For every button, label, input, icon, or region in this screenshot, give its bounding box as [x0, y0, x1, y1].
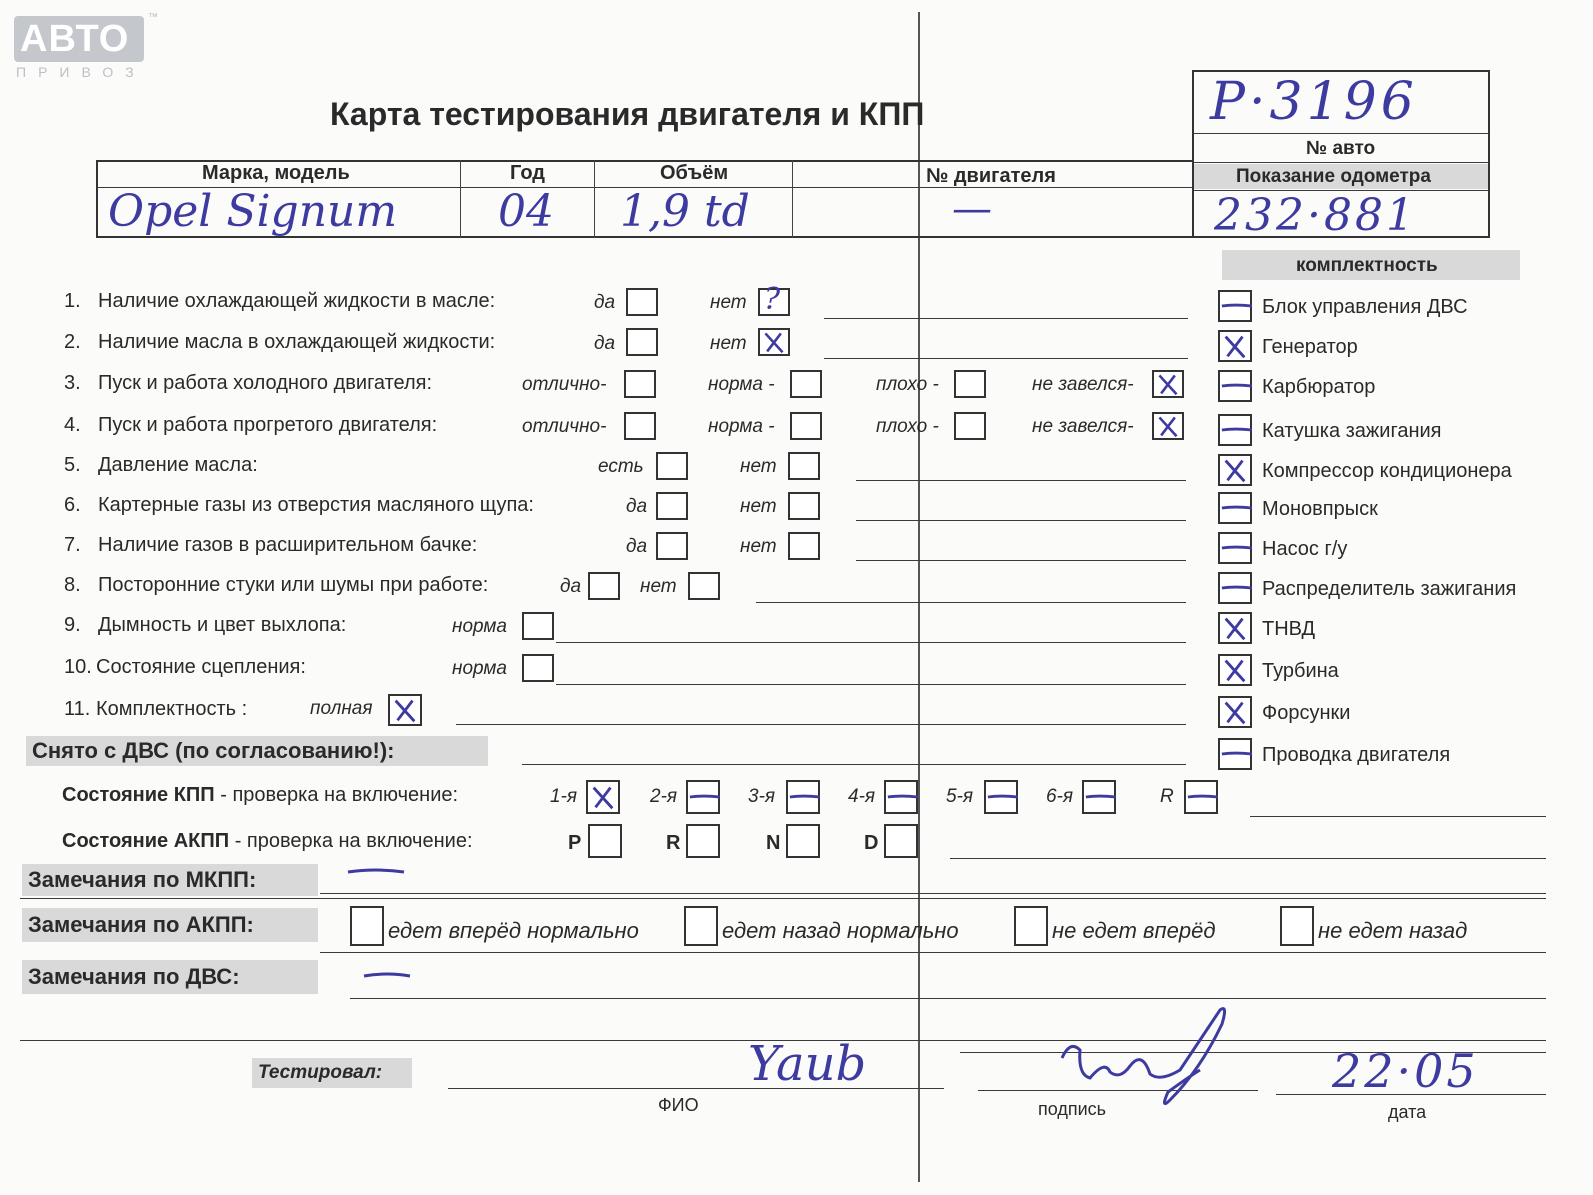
col-year: Год — [510, 162, 545, 184]
q2-net-checkbox[interactable] — [758, 328, 790, 356]
question-text: Картерные газы из отверстия масляного щупа: — [98, 494, 534, 516]
opt-norm: норма - — [708, 374, 775, 395]
kpp-gear-label: R — [1160, 786, 1174, 807]
question-num: 3. — [64, 372, 81, 394]
question-num: 5. — [64, 454, 81, 476]
kompl-checkbox-4[interactable] — [1218, 414, 1252, 446]
value-year: 04 — [498, 186, 554, 237]
date-value: 22·05 — [1332, 1044, 1479, 1098]
question-num: 6. — [64, 494, 81, 516]
kompl-checkbox-10[interactable] — [1218, 654, 1252, 686]
kompl-item-label: Форсунки — [1262, 702, 1351, 724]
question-num: 7. — [64, 534, 81, 556]
akpp-remark-label: едет вперёд нормально — [388, 918, 639, 943]
question-text: Наличие охлаждающей жидкости в масле: — [98, 290, 496, 312]
question-text: Давление масла: — [98, 454, 258, 476]
akpp-remark-checkbox-1[interactable] — [350, 906, 384, 946]
removed-label: Снято с ДВС (по согласованию!): — [32, 738, 395, 763]
answer-line — [556, 684, 1186, 685]
q1-da-checkbox[interactable] — [626, 288, 658, 316]
answer-line — [824, 318, 1188, 319]
question-text: Состояние сцепления: — [96, 656, 306, 678]
kompl-item-label: Компрессор кондиционера — [1262, 460, 1512, 482]
col-make: Марка, модель — [202, 162, 350, 184]
kpp-gear-label: 4-я — [848, 786, 876, 807]
akpp-gear-checkbox-1[interactable] — [588, 824, 622, 858]
kompl-checkbox-9[interactable] — [1218, 612, 1252, 644]
akpp-gear-checkbox-4[interactable] — [884, 824, 918, 858]
opt-full: полная — [310, 698, 373, 719]
kpp-gear-label: 3-я — [748, 786, 776, 807]
remarks-akpp: Замечания по АКПП: — [28, 912, 254, 937]
logo-text: АВТО — [20, 18, 130, 60]
q3-bad-checkbox[interactable] — [954, 370, 986, 398]
car-id-label: № авто — [1306, 138, 1376, 159]
opt-da: да — [560, 576, 582, 597]
opt-net: нет — [740, 456, 777, 477]
fio-label: ФИО — [658, 1095, 699, 1115]
opt-est: есть — [598, 456, 644, 477]
kompl-item-label: ТНВД — [1262, 618, 1316, 640]
kompl-item-label: Моновпрыск — [1262, 498, 1378, 520]
question-num: 8. — [64, 574, 81, 596]
handwritten-dash-icon — [362, 970, 412, 982]
value-make: Opel Signum — [108, 186, 398, 237]
kpp-gear-label: 1-я — [550, 786, 578, 807]
fio-value: Yaub — [748, 1036, 867, 1092]
opt-norma: норма — [452, 658, 507, 679]
page-title: Карта тестирования двигателя и КПП — [330, 96, 925, 132]
kompl-item-label: Блок управления ДВС — [1262, 296, 1468, 318]
opt-excellent: отлично- — [522, 374, 607, 395]
opt-norm: норма - — [708, 416, 775, 437]
question-num: 4. — [64, 414, 81, 436]
q3-excellent-checkbox[interactable] — [624, 370, 656, 398]
logo-subtitle: ПРИВОЗ — [16, 64, 146, 80]
logo-tm: ™ — [148, 12, 158, 23]
kpp-gear-checkbox-4[interactable] — [884, 780, 918, 814]
answer-line — [856, 560, 1186, 561]
akpp-remark-label: не едет вперёд — [1052, 918, 1216, 943]
opt-excellent: отлично- — [522, 416, 607, 437]
handwritten-dash-icon — [346, 866, 406, 878]
question-text: Наличие масла в охлаждающей жидкости: — [98, 331, 496, 353]
q3-nostart-checkbox[interactable] — [1152, 370, 1184, 398]
kpp-gear-checkbox-3[interactable] — [786, 780, 820, 814]
answer-line — [456, 724, 1186, 725]
akpp-gear-label: N — [766, 832, 781, 854]
value-engine: — — [952, 186, 992, 232]
question-num: 2. — [64, 331, 81, 353]
opt-net: нет — [710, 333, 747, 354]
question-text: Пуск и работа прогретого двигателя: — [98, 414, 438, 436]
q8-da-checkbox[interactable] — [588, 572, 620, 600]
q2-da-checkbox[interactable] — [626, 328, 658, 356]
kpp-gear-checkbox-2[interactable] — [686, 780, 720, 814]
question-text: Посторонние стуки или шумы при работе: — [98, 574, 489, 596]
kpp-label: Состояние КПП - проверка на включение: — [62, 784, 459, 806]
question-mark-icon: ? — [764, 282, 781, 317]
kompl-item-label: Проводка двигателя — [1262, 744, 1451, 766]
question-num: 11. — [64, 698, 91, 720]
kompl-checkbox-2[interactable] — [1218, 330, 1252, 362]
akpp-gear-checkbox-2[interactable] — [686, 824, 720, 858]
remarks-mkpp: Замечания по МКПП: — [28, 867, 257, 892]
answer-line — [856, 480, 1186, 481]
opt-net: нет — [710, 292, 747, 313]
q1-net-checkbox[interactable] — [758, 282, 790, 317]
tested-label: Тестировал: — [258, 1062, 383, 1083]
logo — [14, 12, 158, 80]
q4-excellent-checkbox[interactable] — [624, 412, 656, 440]
akpp-remark-checkbox-3[interactable] — [1014, 906, 1048, 946]
opt-norma: норма — [452, 616, 507, 637]
answer-line — [856, 520, 1186, 521]
question-num: 1. — [64, 290, 81, 312]
q10-norma-checkbox[interactable] — [522, 654, 554, 682]
kompl-item-label: Генератор — [1262, 336, 1358, 358]
opt-bad: плохо - — [876, 416, 939, 437]
kompl-checkbox-8[interactable] — [1218, 572, 1252, 604]
question-text: Дымность и цвет выхлопа: — [98, 614, 347, 636]
question-text: Наличие газов в расширительном бачке: — [98, 534, 478, 556]
akpp-gear-label: R — [666, 832, 681, 854]
opt-nostart: не завелся- — [1032, 374, 1134, 395]
q4-nostart-checkbox[interactable] — [1152, 412, 1184, 440]
kompl-item-label: Карбюратор — [1262, 376, 1376, 398]
akpp-gear-checkbox-3[interactable] — [786, 824, 820, 858]
opt-net: нет — [740, 496, 777, 517]
q5-net-checkbox[interactable] — [788, 452, 820, 480]
q9-norma-checkbox[interactable] — [522, 612, 554, 640]
akpp-remark-checkbox-4[interactable] — [1280, 906, 1314, 946]
signature-icon — [1050, 1000, 1250, 1120]
q11-full-checkbox[interactable] — [388, 694, 422, 726]
opt-net: нет — [740, 536, 777, 557]
kpp-gear-checkbox-6[interactable] — [1082, 780, 1116, 814]
kompl-checkbox-12[interactable] — [1218, 738, 1252, 770]
opt-da: да — [626, 536, 648, 557]
kompl-item-label: Насос г/у — [1262, 538, 1348, 560]
answer-line — [556, 642, 1186, 643]
q6-da-checkbox[interactable] — [656, 492, 688, 520]
akpp-gear-label: D — [864, 832, 879, 854]
question-text: Комплектность : — [96, 698, 248, 720]
opt-nostart: не завелся- — [1032, 416, 1134, 437]
kpp-gear-checkbox-7[interactable] — [1184, 780, 1218, 814]
kpp-gear-checkbox-1[interactable] — [586, 780, 620, 814]
akpp-remark-checkbox-2[interactable] — [684, 906, 718, 946]
kpp-gear-checkbox-5[interactable] — [984, 780, 1018, 814]
opt-da: да — [594, 333, 616, 354]
odometer-value: 232·881 — [1214, 190, 1417, 241]
kpp-gear-label: 6-я — [1046, 786, 1074, 807]
kompl-checkbox-3[interactable] — [1218, 370, 1252, 402]
opt-bad: плохо - — [876, 374, 939, 395]
question-num: 9. — [64, 614, 81, 636]
kompl-item-label: Катушка зажигания — [1262, 420, 1442, 442]
question-text: Пуск и работа холодного двигателя: — [98, 372, 433, 394]
akpp-gear-label: P — [568, 832, 582, 854]
answer-line — [756, 602, 1186, 603]
question-num: 10. — [64, 656, 92, 678]
q4-bad-checkbox[interactable] — [954, 412, 986, 440]
col-engine: № двигателя — [926, 165, 1056, 187]
odometer-label: Показание одометра — [1236, 166, 1431, 187]
kompl-checkbox-11[interactable] — [1218, 696, 1252, 728]
q3-norm-checkbox[interactable] — [790, 370, 822, 398]
kompl-checkbox-5[interactable] — [1218, 454, 1252, 486]
answer-line — [824, 358, 1188, 359]
akpp-remark-label: едет назад нормально — [722, 918, 959, 943]
akpp-label: Состояние АКПП - проверка на включение: — [62, 830, 473, 852]
q6-net-checkbox[interactable] — [788, 492, 820, 520]
kpp-gear-label: 2-я — [650, 786, 678, 807]
q4-norm-checkbox[interactable] — [790, 412, 822, 440]
sign-label: подпись — [1038, 1099, 1107, 1119]
kompl-item-label: Турбина — [1262, 660, 1339, 682]
opt-da: да — [626, 496, 648, 517]
kpp-gear-label: 5-я — [946, 786, 974, 807]
col-volume: Объём — [660, 162, 729, 184]
q7-net-checkbox[interactable] — [788, 532, 820, 560]
kompl-checkbox-6[interactable] — [1218, 492, 1252, 524]
opt-net: нет — [640, 576, 677, 597]
q5-est-checkbox[interactable] — [656, 452, 688, 480]
car-id-value: P·3196 — [1210, 72, 1418, 132]
value-volume: 1,9 td — [620, 186, 750, 237]
remarks-dvs: Замечания по ДВС: — [28, 964, 240, 989]
date-label: дата — [1388, 1102, 1427, 1122]
kompl-title: комплектность — [1296, 255, 1438, 276]
q8-net-checkbox[interactable] — [688, 572, 720, 600]
kompl-checkbox-1[interactable] — [1218, 290, 1252, 322]
q7-da-checkbox[interactable] — [656, 532, 688, 560]
opt-da: да — [594, 292, 616, 313]
kompl-item-label: Распределитель зажигания — [1262, 578, 1517, 600]
kompl-checkbox-7[interactable] — [1218, 532, 1252, 564]
akpp-remark-label: не едет назад — [1318, 918, 1468, 943]
